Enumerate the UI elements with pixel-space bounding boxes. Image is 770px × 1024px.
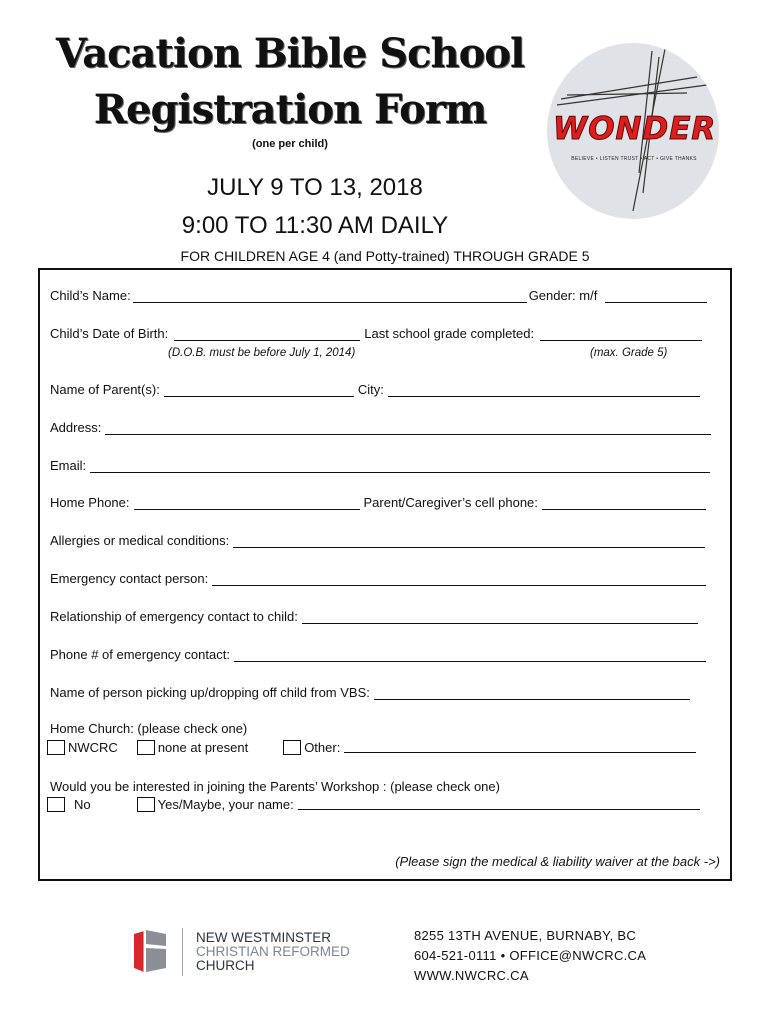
contact-info [414, 926, 646, 986]
child-name-label: Child’s Name: [50, 288, 131, 303]
logo-tagline: BELIEVE • LISTEN TRUST • ACT • GIVE THANKS [571, 156, 697, 162]
relationship-field[interactable] [302, 609, 698, 624]
church-email[interactable]: OFFICE@NWCRC.CA [509, 948, 647, 963]
last-grade-label: Last school grade completed: [364, 326, 535, 341]
other-checkbox[interactable] [283, 740, 301, 755]
church-website[interactable]: WWW.NWCRC.CA [414, 968, 529, 983]
yes-checkbox[interactable] [137, 797, 155, 812]
church-logo-icon [130, 928, 170, 974]
church-name-line1: NEW WESTMINSTER [196, 930, 331, 945]
parents-row [50, 382, 702, 397]
email-row [50, 458, 712, 473]
gender-label: Gender: m/f [528, 288, 598, 303]
nwcrc-option-label: NWCRC [68, 740, 118, 755]
emergency-person-field[interactable] [212, 571, 706, 586]
parents-label: Name of Parent(s): [50, 382, 160, 397]
grade-hint: (max. Grade 5) [590, 347, 668, 359]
wonder-logo [547, 43, 719, 219]
cell-phone-field[interactable] [542, 495, 706, 510]
emergency-person-row [50, 571, 708, 586]
footer-divider [182, 928, 183, 976]
no-checkbox[interactable] [47, 797, 65, 812]
home-phone-field[interactable] [134, 495, 360, 510]
emergency-phone-field[interactable] [234, 647, 706, 662]
allergies-row [50, 533, 707, 548]
event-dates: JULY 9 TO 13, 2018 [207, 174, 423, 201]
home-church-options [47, 740, 698, 755]
dob-label: Child’s Date of Birth: [50, 326, 169, 341]
age-range: FOR CHILDREN AGE 4 (and Potty-trained) THROUGH GRADE 5 [180, 248, 590, 264]
workshop-row [50, 779, 500, 794]
workshop-label: Would you be interested in joining the Parents’ Workshop : (please check one) [50, 779, 500, 794]
no-option-label: No [74, 797, 91, 812]
church-address: 8255 13TH AVENUE, BURNABY, BC [414, 928, 637, 943]
phone-row [50, 495, 708, 510]
city-label: City: [357, 382, 384, 397]
bullet-separator: • [500, 948, 506, 963]
email-label: Email: [50, 458, 87, 473]
other-option-label: Other: [304, 740, 341, 755]
church-phone: 604-521-0111 [414, 948, 497, 963]
last-grade-field[interactable] [540, 326, 702, 341]
home-church-row [50, 721, 247, 736]
home-church-label: Home Church: (please check one) [50, 721, 248, 736]
allergies-label: Allergies or medical conditions: [50, 533, 230, 548]
emergency-phone-row [50, 647, 708, 662]
church-name [196, 931, 350, 973]
form-title-line2: Registration Form [93, 86, 487, 133]
form-title-line1: Vacation Bible School [55, 30, 525, 77]
dob-hint: (D.O.B. must be before July 1, 2014) [168, 347, 356, 359]
phone-email-line [414, 946, 646, 966]
event-times: 9:00 TO 11:30 AM DAILY [181, 212, 449, 239]
church-name-line2: CHRISTIAN REFORMED [196, 944, 350, 959]
relationship-row [50, 609, 700, 624]
other-church-field[interactable] [344, 742, 696, 753]
email-field[interactable] [90, 458, 710, 473]
pickup-field[interactable] [374, 685, 690, 700]
address-label: Address: [50, 420, 102, 435]
child-name-field[interactable] [133, 288, 527, 303]
waiver-note: (Please sign the medical & liability waiver at the back ->) [395, 854, 720, 869]
subtitle: (one per child) [252, 138, 328, 150]
workshop-options [47, 797, 702, 812]
parents-field[interactable] [164, 382, 354, 397]
relationship-label: Relationship of emergency contact to child: [50, 609, 298, 624]
home-phone-label: Home Phone: [50, 495, 130, 510]
wonder-wordmark: WONDER [553, 111, 717, 147]
child-name-row [50, 288, 709, 303]
city-field[interactable] [388, 382, 700, 397]
dob-row [50, 326, 704, 341]
pickup-label: Name of person picking up/dropping off child from VBS: [50, 685, 370, 700]
cell-phone-label: Parent/Caregiver’s cell phone: [363, 495, 538, 510]
church-name-line3: CHURCH [196, 958, 255, 973]
none-checkbox[interactable] [137, 740, 155, 755]
emergency-phone-label: Phone # of emergency contact: [50, 647, 230, 662]
address-row [50, 420, 713, 435]
pickup-row [50, 685, 692, 700]
emergency-person-label: Emergency contact person: [50, 571, 209, 586]
allergies-field[interactable] [233, 533, 705, 548]
yes-option-label: Yes/Maybe, your name: [157, 797, 294, 812]
address-field[interactable] [105, 420, 711, 435]
none-option-label: none at present [157, 740, 249, 755]
yes-name-field[interactable] [298, 799, 700, 810]
nwcrc-checkbox[interactable] [47, 740, 65, 755]
gender-field[interactable] [605, 288, 707, 303]
dob-field[interactable] [174, 326, 360, 341]
